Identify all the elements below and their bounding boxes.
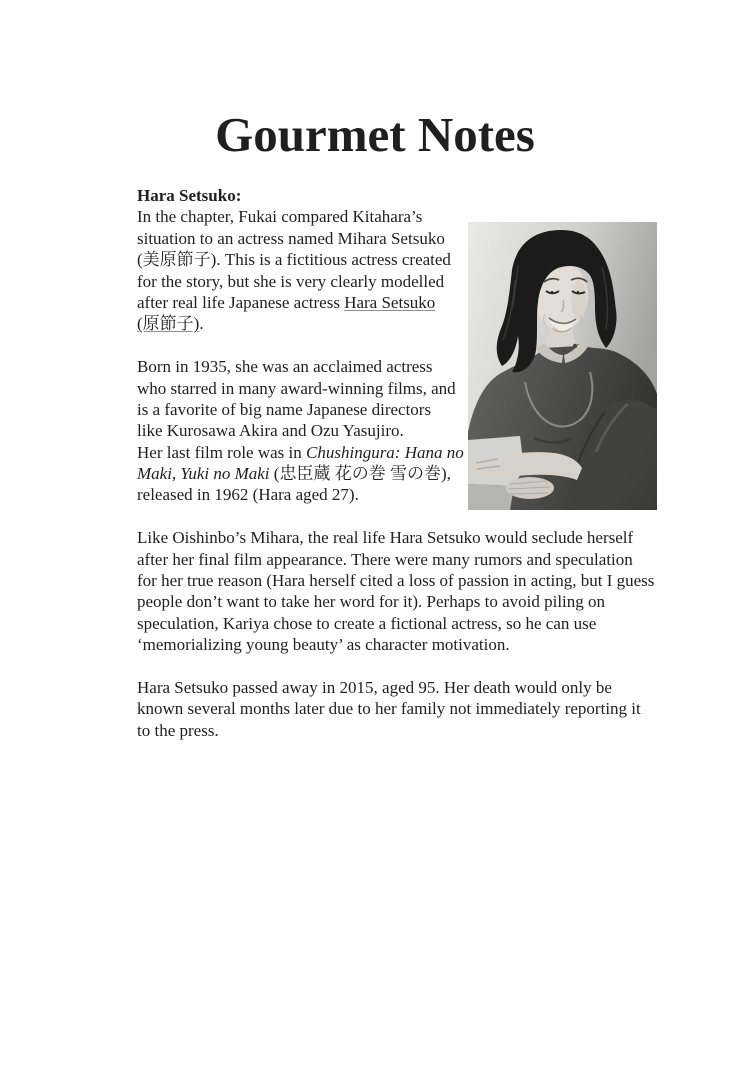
text-segment: speculation, Kariya chose to create a fictional actress, so he can use [137, 613, 597, 633]
text-segment: released in 1962 (Hara aged 27). [137, 485, 359, 505]
paragraph [137, 677, 662, 741]
text-line [137, 613, 662, 634]
text-segment: (忠臣蔵 花の巻 雪の巻), [269, 464, 451, 484]
text-line [137, 720, 662, 741]
page-title: Gourmet Notes [215, 107, 535, 162]
text-segment: like Kurosawa Akira and Ozu Yasujiro. [137, 421, 404, 441]
text-line [137, 698, 662, 719]
text-segment: Maki, Yuki no Maki [137, 464, 270, 484]
text-segment: In the chapter, Fukai compared Kitahara’s [137, 207, 423, 227]
text-segment: after her final film appearance. There were many rumors and speculation [137, 549, 633, 569]
text-line [137, 634, 662, 655]
text-line [137, 591, 662, 612]
text-line [137, 570, 662, 591]
text-line [137, 185, 662, 206]
text-segment: . [199, 314, 204, 334]
text-line [137, 549, 662, 570]
hara-setsuko-link[interactable]: (原節子) [137, 314, 200, 334]
text-segment: Hara Setsuko passed away in 2015, aged 95. Her death would only be [137, 677, 612, 697]
text-segment: situation to an actress named Mihara Setsuko [137, 228, 445, 248]
text-segment: Born in 1935, she was an acclaimed actress [137, 357, 433, 377]
text-segment: ‘memorializing young beauty’ as character motivation. [137, 635, 510, 655]
text-segment: to the press. [137, 720, 219, 740]
text-line [137, 527, 662, 548]
text-segment: is a favorite of big name Japanese directors [137, 399, 432, 419]
text-segment: Chushingura: Hana no [306, 442, 464, 462]
text-segment: after real life Japanese actress [137, 292, 345, 312]
hara-setsuko-link[interactable]: Hara Setsuko [344, 292, 436, 312]
hara-setsuko-portrait-photo [468, 222, 657, 510]
text-segment: for her true reason (Hara herself cited a loss of passion in acting, but I guess [137, 571, 655, 591]
text-segment: (美原節子). This is a fictitious actress created [137, 250, 451, 270]
text-segment: Like Oishinbo’s Mihara, the real life Hara Setsuko would seclude herself [137, 528, 634, 548]
text-segment: for the story, but she is very clearly modelled [137, 271, 445, 291]
text-segment: Her last film role was in [137, 442, 307, 462]
text-segment: Hara Setsuko: [137, 186, 242, 205]
paragraph [137, 527, 662, 655]
portrait-illustration [468, 222, 657, 510]
text-segment: known several months later due to her family not immediately reporting it [137, 699, 641, 719]
text-segment: people don’t want to take her word for it). Perhaps to avoid piling on [137, 592, 606, 612]
text-segment: who starred in many award-winning films, and [137, 378, 456, 398]
text-line [137, 677, 662, 698]
